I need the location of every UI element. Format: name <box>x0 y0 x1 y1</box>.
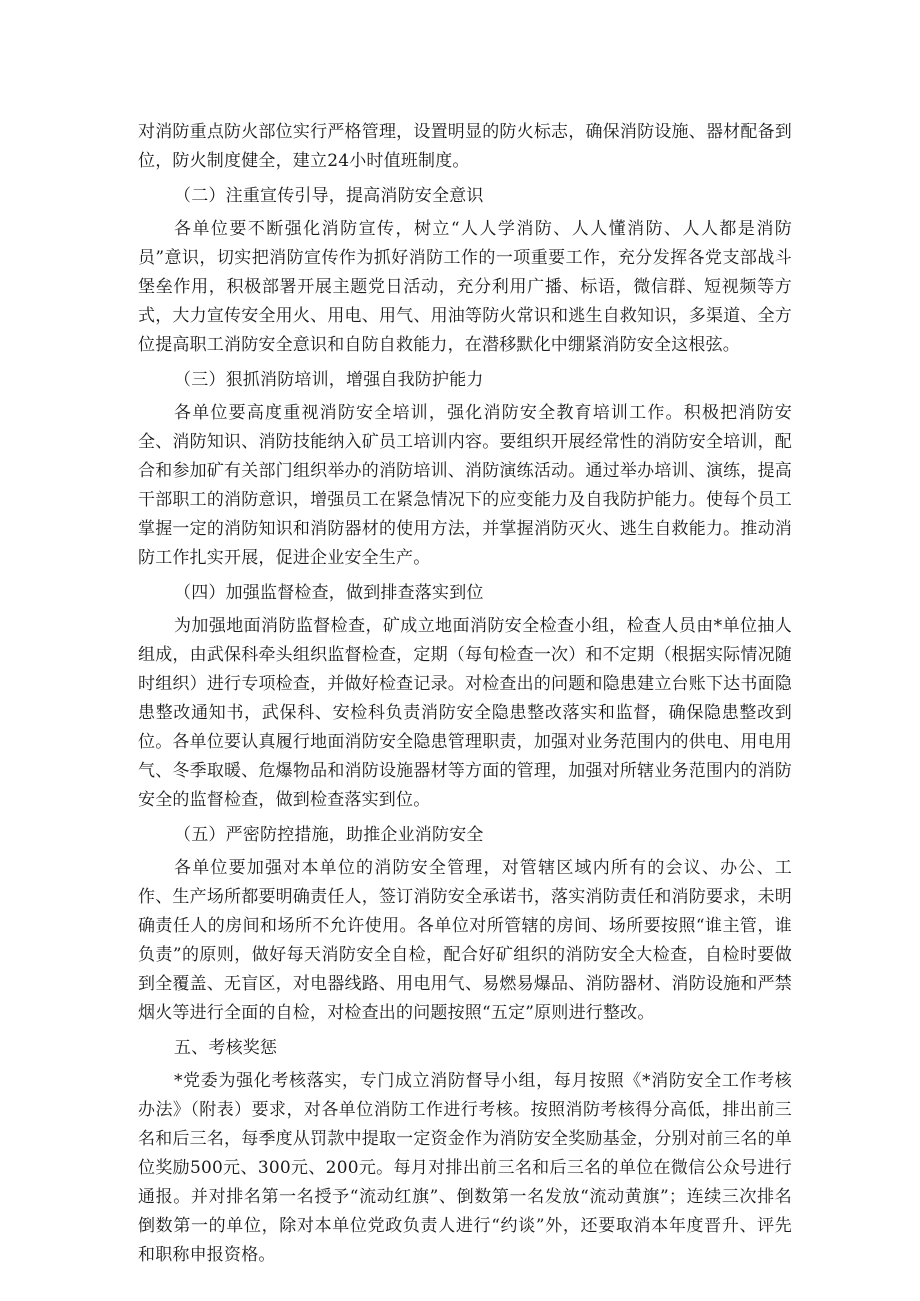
paragraph-publicity: 各单位要不断强化消防宣传，树立“人人学消防、人人懂消防、人人都是消防员”意识，切实把消防宣传作为抓好消防工作的一项重要工作，充分发挥各党支部战斗堡垒作用，积极部署开展主题党日活动，充分利用广播、标语，微信群、短视频等方式，大力宣传安全用火、用电、用气、用油等防火常识和逃生自救知识，多渠道、全方位提高职工消防安全意识和自防自救能力，在潜移默化中绷紧消防安全这根弦。 <box>138 219 792 355</box>
section-heading-training: （三）狠抓消防培训，增强自我防护能力 <box>174 370 484 390</box>
section-heading-prevention: （五）严密防控措施，助推企业消防安全 <box>174 825 484 845</box>
paragraph-assessment: *党委为强化考核落实，专门成立消防督导小组，每月按照《*消防安全工作考核办法》（附表）要求，对各单位消防工作进行考核。按照消防考核得分高低，排出前三名和后三名，每季度从罚款中提取一定资金作为消防安全奖励基金，分别对前三名的单位奖励500元、300元、200元。每月对排出前三名和后三名的单位在微信公众号进行通报。并对排名第一名授予“流动红旗”、倒数第一名发放“流动黄旗”；连续三次排名倒数第一的单位，除对本单位党政负责人进行“约谈”外，还要取消本年度晋升、评先和职称申报资格。 <box>138 1071 792 1265</box>
document-page <box>138 118 792 1270</box>
section-heading-publicity: （二）注重宣传引导，提高消防安全意识 <box>174 186 484 206</box>
paragraph-training: 各单位要高度重视消防安全培训，强化消防安全教育培训工作。积极把消防安全、消防知识、消防技能纳入矿员工培训内容。要组织开展经常性的消防安全培训，配合和参加矿有关部门组织举办的消防培训、消防演练活动。通过举办培训、演练，提高干部职工的消防意识，增强员工在紧急情况下的应变能力及自我防护能力。使每个员工掌握一定的消防知识和消防器材的使用方法，并掌握消防灭火、逃生自救能力。推动消防工作扎实开展，促进企业安全生产。 <box>138 403 792 568</box>
section-heading-assessment: 五、考核奖惩 <box>174 1038 278 1058</box>
paragraph-continuation: 对消防重点防火部位实行严格管理，设置明显的防火标志，确保消防设施、器材配备到位，防火制度健全，建立24小时值班制度。 <box>138 122 792 171</box>
paragraph-inspection: 为加强地面消防监督检查，矿成立地面消防安全检查小组，检查人员由*单位抽人组成，由武保科牵头组织监督检查，定期（每旬检查一次）和不定期（根据实际情况随时组织）进行专项检查，并做好检查记录。对检查出的问题和隐患建立台账下达书面隐患整改通知书，武保科、安检科负责消防安全隐患整改落实和监督，确保隐患整改到位。各单位要认真履行地面消防安全隐患管理职责，加强对业务范围内的供电、用电用气、冬季取暖、危爆物品和消防设施器材等方面的管理，加强对所辖业务范围内的消防安全的监督检查，做到检查落实到位。 <box>138 616 792 810</box>
section-heading-inspection: （四）加强监督检查，做到排查落实到位 <box>174 583 484 603</box>
paragraph-prevention: 各单位要加强对本单位的消防安全管理，对管辖区域内所有的会议、办公、工作、生产场所都要明确责任人，签订消防安全承诺书，落实消防责任和消防要求，未明确责任人的房间和场所不允许使用。各单位对所管辖的房间、场所要按照“谁主管，谁负责”的原则，做好每天消防安全自检，配合好矿组织的消防安全大检查，自检时要做到全覆盖、无盲区，对电器线路、用电用气、易燃易爆品、消防器材、消防设施和严禁烟火等进行全面的自检，对检查出的问题按照“五定”原则进行整改。 <box>138 858 792 1023</box>
